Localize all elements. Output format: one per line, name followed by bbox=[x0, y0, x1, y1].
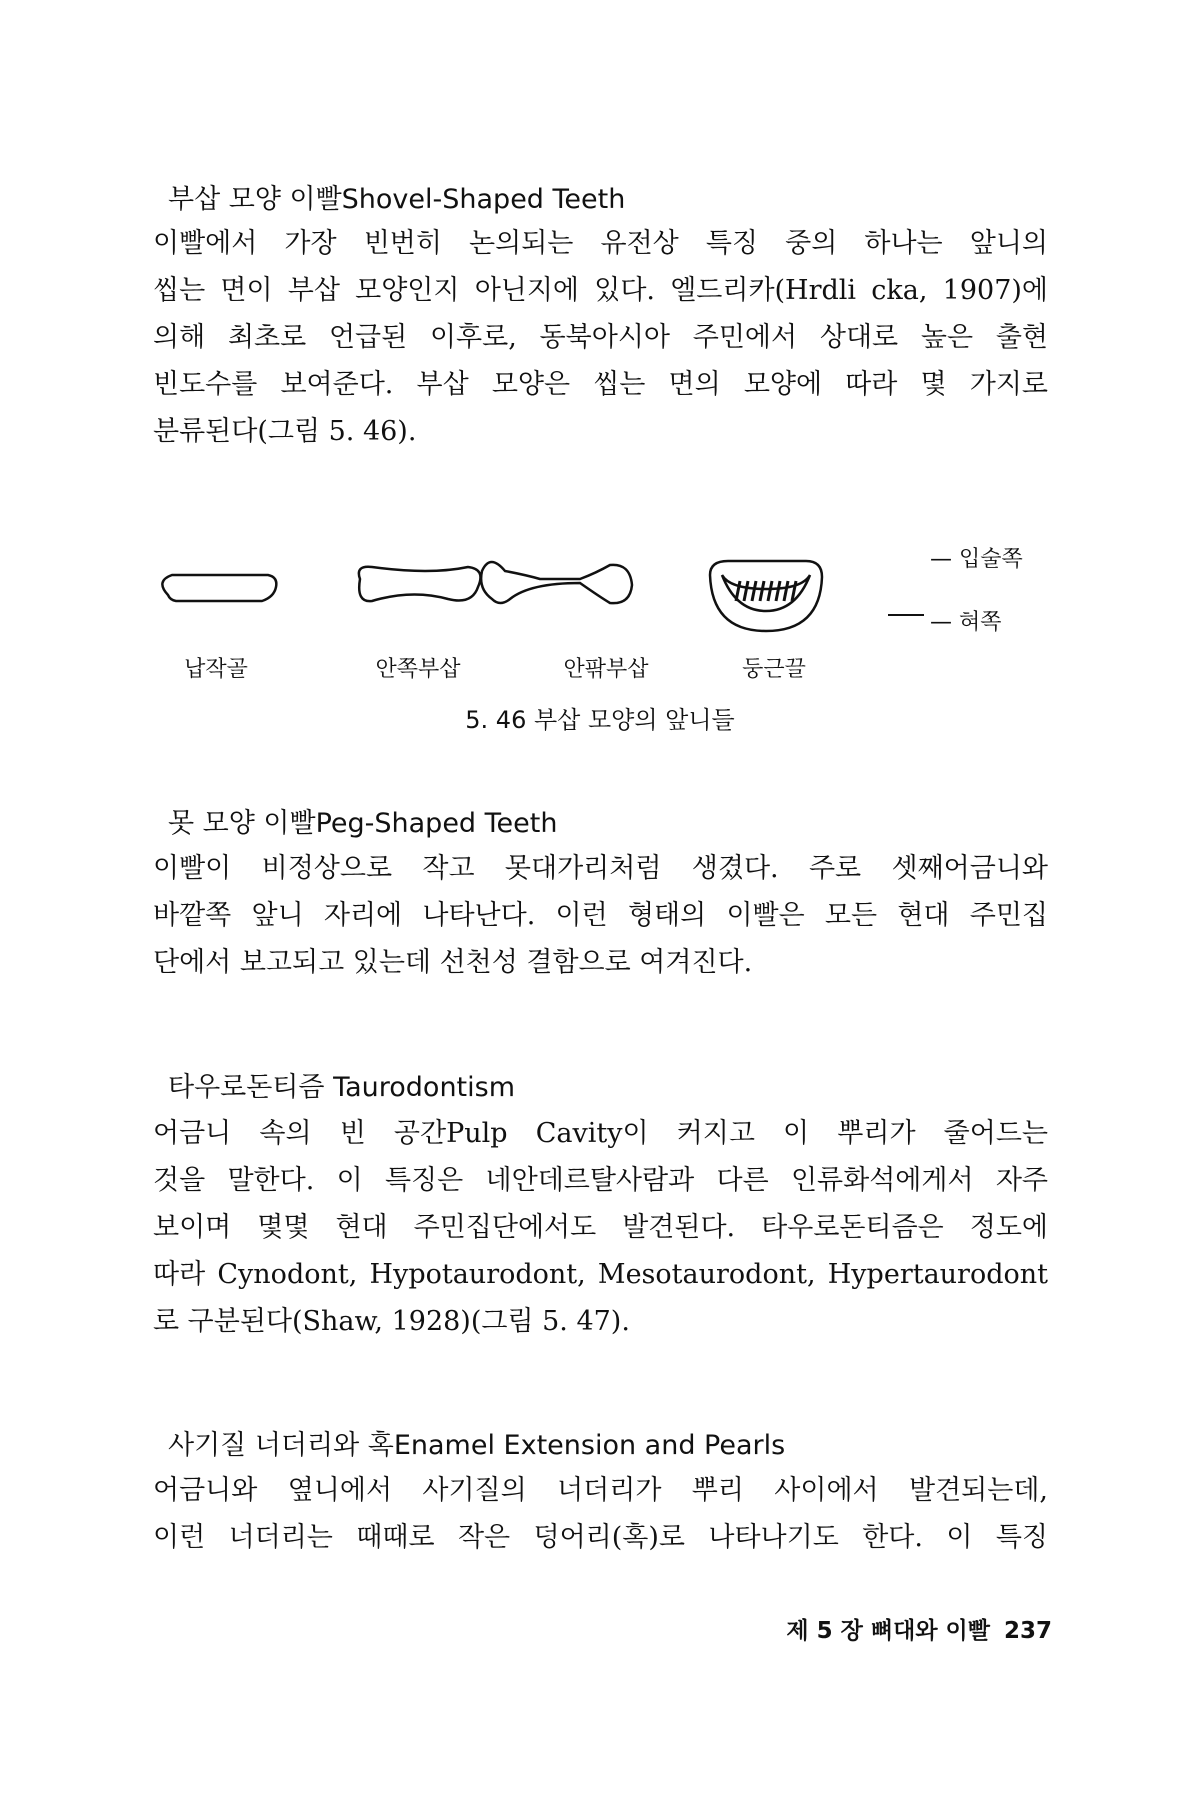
text-line: 단에서 보고되고 있는데 선천성 결함으로 여겨진다. bbox=[153, 947, 753, 978]
text-line: 이빨에서 가장 빈번히 논의되는 유전상 특징 중의 하나는 앞니의 bbox=[153, 228, 1048, 259]
paragraph-shovel-shaped bbox=[153, 220, 1048, 455]
figure-label-flat: 납작골 bbox=[184, 657, 248, 682]
figure-caption: 5. 46 부삽 모양의 앞니들 bbox=[465, 706, 735, 734]
text-line: 로 구분된다(Shaw, 1928)(그림 5. 47). bbox=[153, 1306, 630, 1337]
paragraph-enamel-extension bbox=[153, 1467, 1048, 1561]
barrel-incisor-inner bbox=[722, 575, 810, 611]
lip-side-label: — 입술쪽 bbox=[930, 547, 1023, 572]
text-line: 것을 말한다. 이 특징은 네안데르탈사람과 다른 인류화석에게서 자주 bbox=[153, 1165, 1048, 1196]
barrel-incisor-outline bbox=[710, 561, 822, 631]
tongue-side-label: — 혀쪽 bbox=[930, 610, 1002, 635]
text-line: 이빨이 비정상으로 작고 못대가리처럼 생겼다. 주로 셋째어금니와 bbox=[153, 853, 1048, 884]
paragraph-peg-shaped bbox=[153, 845, 1048, 986]
flat-incisor-outline bbox=[162, 575, 276, 601]
text-line: 보이며 몇몇 현대 주민집단에서도 발견된다. 타우로돈티즘은 정도에 bbox=[153, 1212, 1048, 1243]
page-number: 237 bbox=[1003, 1618, 1052, 1644]
paragraph-taurodontism bbox=[153, 1110, 1048, 1345]
text-line: 씹는 면이 부삽 모양인지 아닌지에 있다. 엘드리카(Hrdli cka, 1907)에 bbox=[153, 275, 1048, 306]
page-footer bbox=[786, 1612, 1052, 1645]
section-heading-peg-shaped: 못 모양 이빨Peg-Shaped Teeth bbox=[168, 808, 558, 839]
figure-label-inner-shovel: 안쪽부삽 bbox=[375, 657, 461, 682]
section-heading-enamel-extension: 사기질 너더리와 혹Enamel Extension and Pearls bbox=[168, 1430, 786, 1461]
text-line: 의해 최초로 언급된 이후로, 동북아시아 주민에서 상대로 높은 출현 bbox=[153, 322, 1048, 353]
section-heading-shovel-shaped: 부삽 모양 이빨Shovel-Shaped Teeth bbox=[168, 184, 626, 215]
barrel-incisor-hatching bbox=[736, 581, 796, 601]
text-line: 분류된다(그림 5. 46). bbox=[153, 416, 417, 447]
section-heading-taurodontism: 타우로돈티즘 Taurodontism bbox=[168, 1072, 516, 1103]
figure-label-double-shovel: 안팎부삽 bbox=[563, 657, 649, 682]
double-shovel-incisor-outline bbox=[481, 562, 632, 603]
figure-label-barrel: 둥근끌 bbox=[742, 657, 806, 682]
shovel-incisor-outline bbox=[359, 567, 481, 601]
chapter-title: 제 5 장 뼈대와 이빨 bbox=[786, 1618, 990, 1644]
text-line: 바깥쪽 앞니 자리에 나타난다. 이런 형태의 이빨은 모든 현대 주민집 bbox=[153, 900, 1048, 931]
text-line: 어금니와 옆니에서 사기질의 너더리가 뿌리 사이에서 발견되는데, bbox=[153, 1475, 1048, 1506]
text-line: 이런 너더리는 때때로 작은 덩어리(혹)로 나타나기도 한다. 이 특징 bbox=[153, 1522, 1048, 1553]
text-line: 빈도수를 보여준다. 부삽 모양은 씹는 면의 모양에 따라 몇 가지로 bbox=[153, 369, 1048, 400]
text-line: 어금니 속의 빈 공간Pulp Cavity이 커지고 이 뿌리가 줄어드는 bbox=[153, 1118, 1048, 1149]
text-line: 따라 Cynodont, Hypotaurodont, Mesotaurodont, Hypertaurodont bbox=[153, 1259, 1048, 1290]
